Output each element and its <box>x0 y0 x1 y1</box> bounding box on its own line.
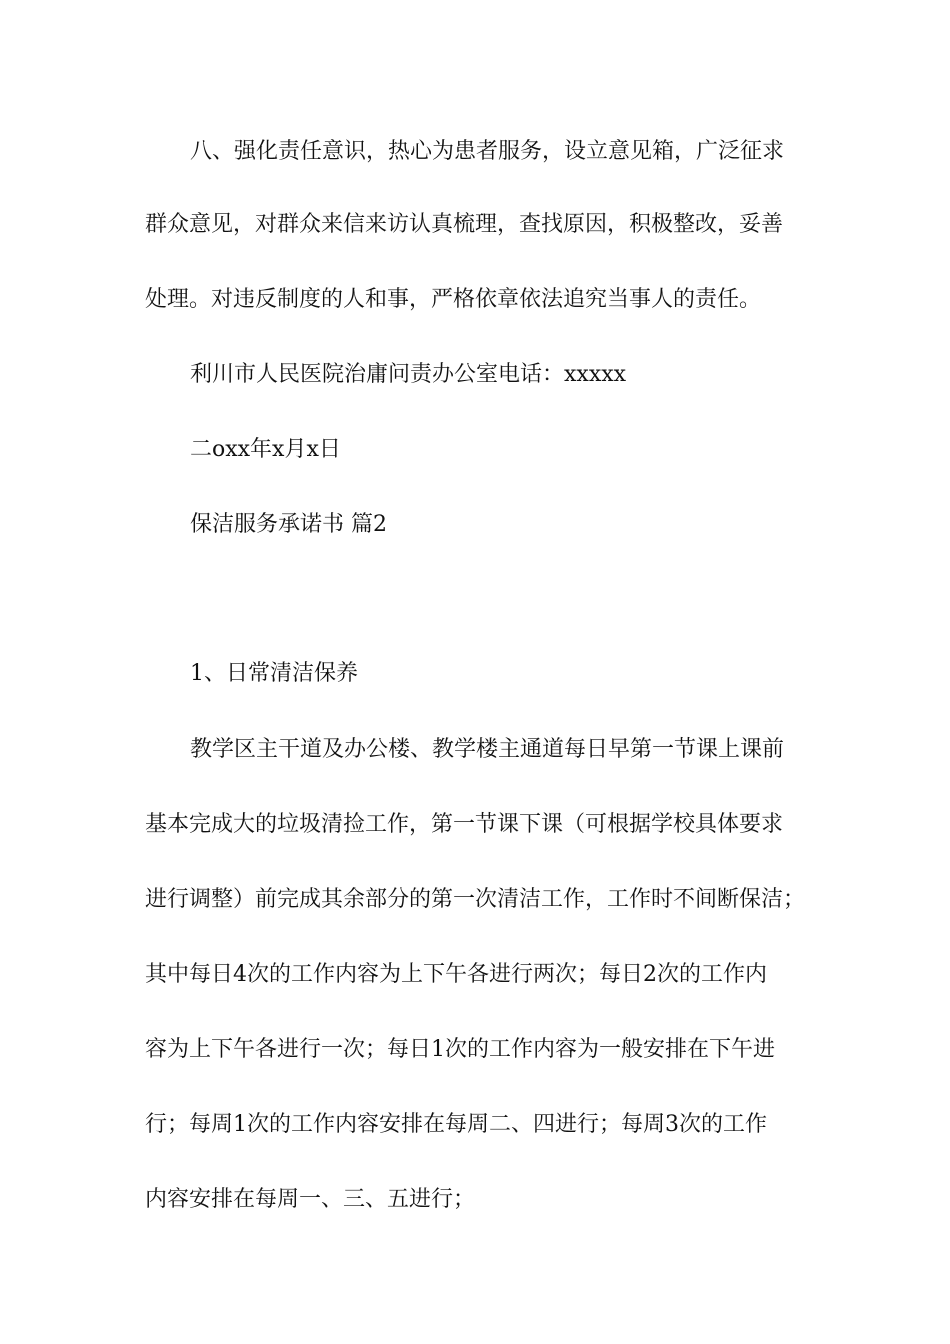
paragraph-line: 行；每周1次的工作内容安排在每周二、四进行；每周3次的工作 <box>145 1112 767 1137</box>
paragraph-line: 基本完成大的垃圾清捡工作，第一节课下课（可根据学校具体要求 <box>145 812 784 837</box>
phone-line: 利川市人民医院治庸问责办公室电话：xxxxx <box>190 362 627 387</box>
paragraph-line: 进行调整）前完成其余部分的第一次清洁工作，工作时不间断保洁； <box>145 887 806 912</box>
paragraph-line: 群众意见，对群众来信来访认真梳理，查找原因，积极整改，妥善 <box>145 212 784 237</box>
paragraph-line: 其中每日4次的工作内容为上下午各进行两次；每日2次的工作内 <box>145 962 767 987</box>
section-title: 保洁服务承诺书 篇2 <box>190 512 387 537</box>
paragraph-line: 处理。对违反制度的人和事，严格依章依法追究当事人的责任。 <box>145 287 762 312</box>
paragraph-line: 容为上下午各进行一次；每日1次的工作内容为一般安排在下午进 <box>145 1037 775 1062</box>
date-line: 二oxx年x月x日 <box>190 437 341 462</box>
paragraph-line: 八、强化责任意识，热心为患者服务，设立意见箱，广泛征求 <box>190 139 785 164</box>
paragraph-line: 内容安排在每周一、三、五进行； <box>145 1187 476 1212</box>
subsection-heading: 1、日常清洁保养 <box>190 661 358 686</box>
paragraph-line: 教学区主干道及办公楼、教学楼主通道每日早第一节课上课前 <box>190 737 785 762</box>
